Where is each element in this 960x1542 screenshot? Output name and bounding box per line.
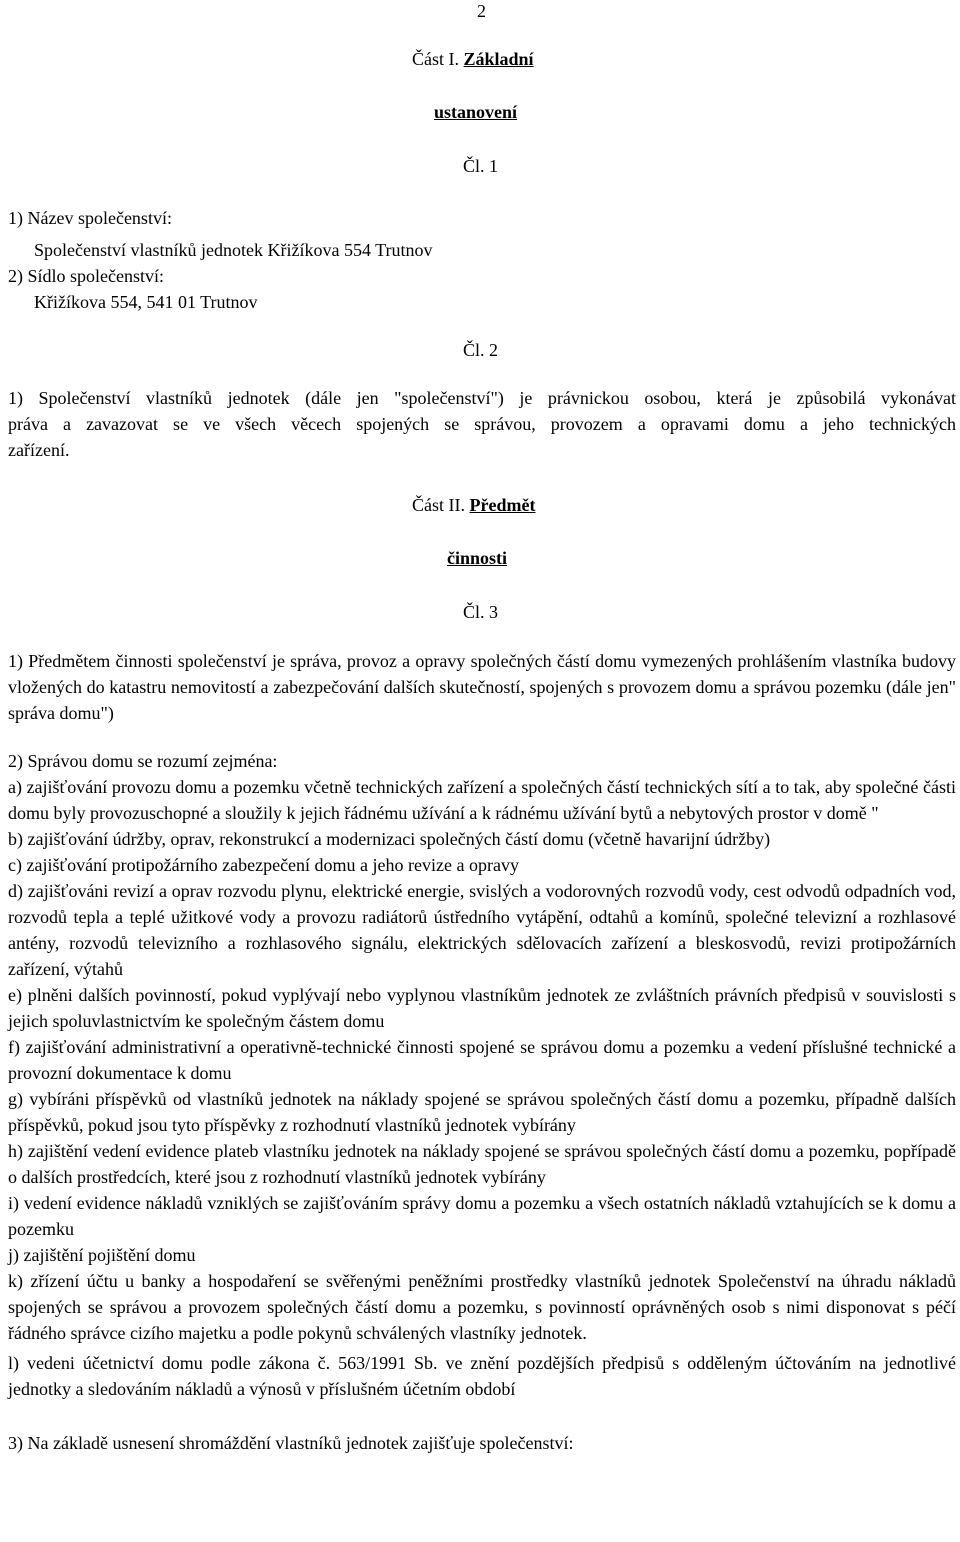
part-title: Předmět [469, 495, 536, 515]
part-heading-1 [412, 48, 534, 70]
article-3-body [8, 648, 956, 1456]
seat-label: 2) Sídlo společenství: [8, 266, 164, 286]
list-item: c) zajišťování protipožárního zabezpečení domu a jeho revize a opravy [8, 855, 519, 875]
part-title-continued: činnosti [447, 548, 508, 568]
list-item: j) zajištění pojištění domu [8, 1245, 196, 1265]
paragraph-line: zařízení. [8, 440, 70, 460]
article-heading: Čl. 3 [463, 602, 499, 622]
name-value: Společenství vlastníků jednotek Křižíkova 554 Trutnov [34, 240, 433, 260]
paragraph-line: práva a zavazovat se ve všech věcech spojených se správou, provozem a opravami domu a jeho technických [8, 414, 956, 434]
list-item: h) zajištění vedení evidence plateb vlastníku jednotek na náklady spojené se správou společných částí domu a pozemku, popřípadě o dalších prostředcích, které jsou z rozhodnutí vlastníků jednotek vybírány [8, 1141, 956, 1187]
part-title: Základní [463, 49, 534, 69]
part-title-continued: ustanovení [434, 102, 518, 122]
paragraph-line: 1) Společenství vlastníků jednotek (dále jen "společenství") je právnickou osobou, která je způsobilá vykonávat [8, 388, 956, 408]
list-item: k) zřízení účtu u banky a hospodaření se svěřenými peněžními prostředky vlastníků jednotek Společenství na úhradu nákladů spojených se správou a provozem společných částí domu a pozemku, s povinností oprávněných osob s nimi disponovat s péčí řádného správce cizího majetku a podle pokynů schválených vlastníky jednotek. [8, 1271, 956, 1343]
article-heading: Čl. 1 [463, 156, 499, 176]
article-heading: Čl. 2 [463, 340, 499, 360]
part-prefix: Část I. [412, 49, 459, 69]
paragraph: 1) Předmětem činnosti společenství je správa, provoz a opravy společných částí domu vymezených prohlášením vlastníka budovy vložených do katastru nemovitostí a zabezpečování dalších skutečností, spojených s provozem domu a správou pozemku (dále jen" správa domu") [8, 651, 956, 723]
seat-value: Křižíkova 554, 541 01 Trutnov [34, 292, 258, 312]
list-item: a) zajišťování provozu domu a pozemku včetně technických zařízení a společných částí technických sítí a to tak, aby společné části domu byly provozuschopné a sloužily k jejich řádnému užívání a k rádnému užívání bytů a nebytových prostor v domě " [8, 777, 956, 823]
list-item: e) plněni dalších povinností, pokud vyplývají nebo vyplynou vlastníkům jednotek ze zvláštních právních předpisů v souvislosti s jejich spoluvlastnictvím ke společným částem domu [8, 985, 956, 1031]
list-item: b) zajišťování údržby, oprav, rekonstrukcí a modernizaci společných částí domu (včetně havarijní údržby) [8, 829, 771, 849]
paragraph: 3) Na základě usnesení shromáždění vlastníků jednotek zajišťuje společenství: [8, 1433, 574, 1453]
name-label: 1) Název společenství: [8, 208, 172, 228]
page-number: 2 [477, 1, 486, 21]
part-heading-2 [412, 494, 535, 516]
list-item: d) zajišťováni revizí a oprav rozvodu plynu, elektrické energie, svislých a vodorovných rozvodů vody, cest odvodů odpadních vod, rozvodů tepla a teplé užitkové vody a provozu radiátorů ústředního vytápění, odtahů a komínů, společné televizní a rozhlasové antény, rozvodů televizního a rozhlasového signálu, elektrických sdělovacích zařízení a bleskosvodů, revizi protipožárních zařízení, výtahů [8, 881, 956, 979]
part-prefix: Část II. [412, 495, 465, 515]
list-item: f) zajišťování administrativní a operativně-technické činnosti spojené se správou domu a pozemku a vedení příslušné technické a provozní dokumentace k domu [8, 1037, 956, 1083]
list-item: i) vedení evidence nákladů vzniklých se zajišťováním správy domu a pozemku a všech ostatních nákladů vztahujících se k domu a pozemku [8, 1193, 956, 1239]
list-item: l) vedeni účetnictví domu podle zákona č. 563/1991 Sb. ve znění pozdějších předpisů s odděleným účtováním na jednotlivé jednotky a sledováním nákladů a výnosů v příslušném účetním období [8, 1353, 956, 1399]
paragraph: 2) Správou domu se rozumí zejména: [8, 751, 278, 771]
list-item: g) vybíráni příspěvků od vlastníků jednotek na náklady spojené se správou společných částí domu a pozemku, případně dalších příspěvků, pokud jsou tyto příspěvky z rozhodnutí vlastníků jednotek vybírány [8, 1089, 956, 1135]
